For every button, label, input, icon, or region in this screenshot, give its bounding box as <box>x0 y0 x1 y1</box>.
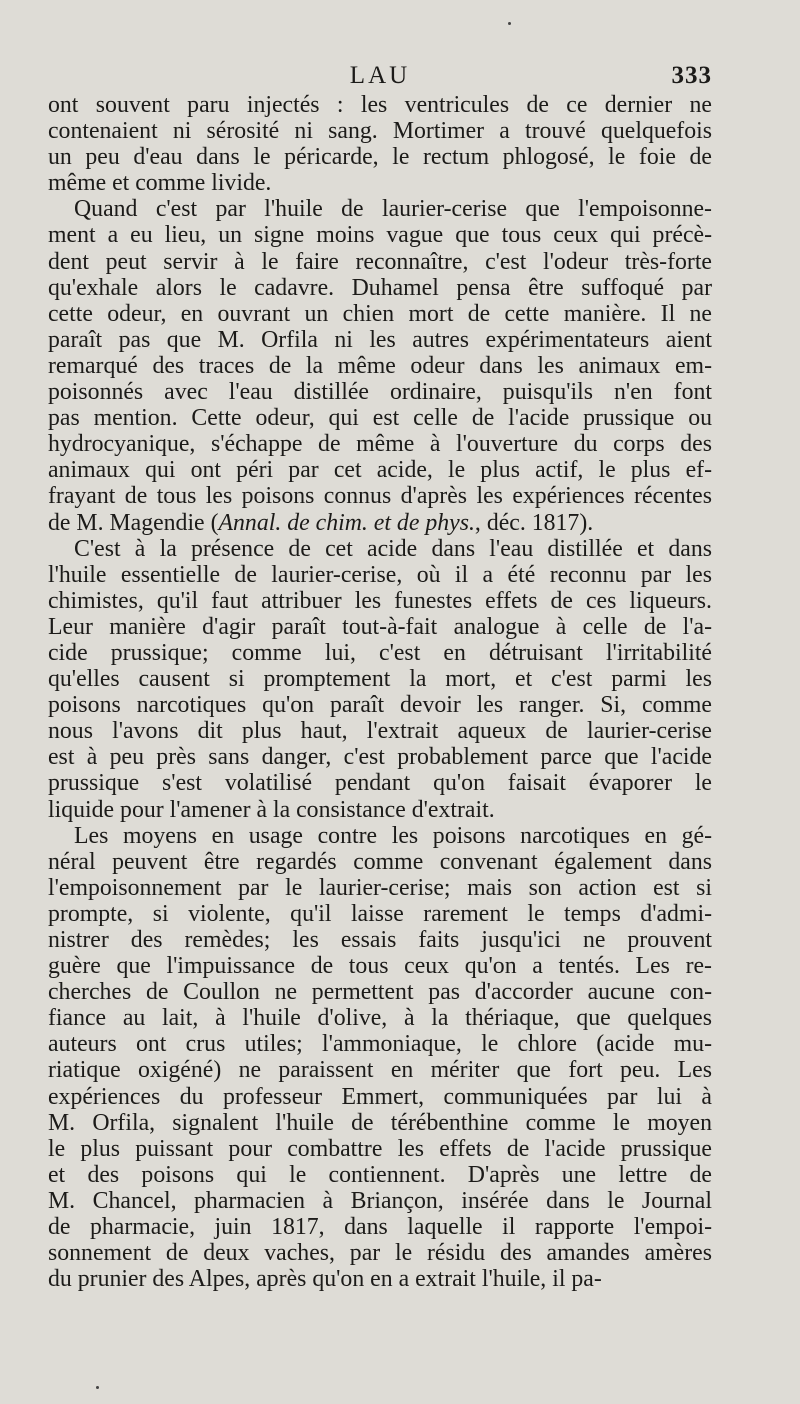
text-line: Leur manière d'agir paraît tout-à-fait analogue à celle de l'a- <box>48 613 712 640</box>
text-line: est à peu près sans danger, c'est probablement parce que l'acide <box>48 744 712 771</box>
text-line: Quand c'est par l'huile de laurier-cerise que l'empoisonne- <box>74 196 712 223</box>
text-line: ment a eu lieu, un signe moins vague que tous ceux qui précè- <box>48 222 712 249</box>
text-line: du prunier des Alpes, après qu'on en a extrait l'huile, il pa- <box>48 1266 602 1293</box>
text-line: paraît pas que M. Orfila ni les autres expérimentateurs aient <box>48 326 712 353</box>
text-line: nistrer des remèdes; les essais faits jusqu'ici ne prouvent <box>48 927 712 953</box>
text-line: M. Chancel, pharmacien à Briançon, insérée dans le Journal <box>48 1187 712 1214</box>
paragraph <box>48 196 712 535</box>
text-line: riatique oxigéné) ne paraissent en mériter que fort peu. Les <box>48 1057 712 1084</box>
text-line: de pharmacie, juin 1817, dans laquelle il rapporte l'empoi- <box>48 1214 712 1241</box>
text-line: poisonnés avec l'eau distillée ordinaire, puisqu'ils n'en font <box>48 379 712 406</box>
text-line: liquide pour l'amener à la consistance d'extrait. <box>48 796 495 823</box>
text-line: prussique s'est volatilisé pendant qu'on faisait évaporer le <box>48 770 712 797</box>
text-line: même et comme livide. <box>48 170 272 197</box>
page-number: 333 <box>671 62 712 89</box>
text-line: prompte, si violente, qu'il laisse rarement le temps d'admi- <box>48 900 712 927</box>
text-line: frayant de tous les poisons connus d'après les expériences récentes <box>48 483 712 510</box>
text-line: l'huile essentielle de laurier-cerise, où il a été reconnu par les <box>48 561 712 588</box>
body-text <box>48 92 712 1292</box>
text-line: guère que l'impuissance de tous ceux qu'on a tentés. Les re- <box>48 953 712 980</box>
journal-citation: Annal. de chim. et de phys. <box>218 509 475 536</box>
text-line: poisons narcotiques qu'on paraît devoir les ranger. Si, comme <box>48 692 712 719</box>
text-line: auteurs ont crus utiles; l'ammoniaque, le chlore (acide mu- <box>48 1031 712 1058</box>
text-line: fiance au lait, à l'huile d'olive, à la thériaque, que quelques <box>48 1005 712 1032</box>
text-line: et des poisons qui le contiennent. D'après une lettre de <box>48 1161 712 1188</box>
paragraph <box>48 823 712 1293</box>
text-line: cette odeur, en ouvrant un chien mort de cette manière. Il ne <box>48 300 712 327</box>
text-line: qu'exhale alors le cadavre. Duhamel pensa être suffoqué par <box>48 274 712 301</box>
text-line: expériences du professeur Emmert, communiquées par lui à <box>48 1083 712 1110</box>
text-line: animaux qui ont péri par cet acide, le plus actif, le plus ef- <box>48 457 712 484</box>
text-line: le plus puissant pour combattre les effets de l'acide prussique <box>48 1135 712 1162</box>
paper-speck <box>508 22 511 25</box>
text-line: ont souvent paru injectés : les ventricules de ce dernier ne <box>48 92 712 118</box>
text-line: M. Orfila, signalent l'huile de térébenthine comme le moyen <box>48 1109 712 1136</box>
paper-speck <box>96 1386 99 1389</box>
text-line: cherches de Coullon ne permettent pas d'accorder aucune con- <box>48 979 712 1006</box>
running-head: LAU <box>349 62 411 89</box>
text-line: pas mention. Cette odeur, qui est celle de l'acide prussique ou <box>48 405 712 432</box>
text-line: remarqué des traces de la même odeur dans les animaux em- <box>48 352 712 379</box>
text-line: Les moyens en usage contre les poisons narcotiques en gé- <box>74 822 712 849</box>
paragraph <box>48 92 712 196</box>
text-line: C'est à la présence de cet acide dans l'eau distillée et dans <box>74 535 712 562</box>
text-line: nous l'avons dit plus haut, l'extrait aqueux de laurier-cerise <box>48 718 712 745</box>
text-line: hydrocyanique, s'échappe de même à l'ouverture du corps des <box>48 431 712 458</box>
text-line: sonnement de deux vaches, par le résidu des amandes amères <box>48 1240 712 1267</box>
page-header <box>48 58 712 92</box>
paragraph <box>48 536 712 823</box>
text-line: contenaient ni sérosité ni sang. Mortimer a trouvé quelquefois <box>48 118 712 145</box>
text-line: chimistes, qu'il faut attribuer les funestes effets de ces liqueurs. <box>48 587 712 614</box>
text-line: cide prussique; comme lui, c'est en détruisant l'irritabilité <box>48 639 712 666</box>
text-line: qu'elles causent si promptement la mort, et c'est parmi les <box>48 666 712 693</box>
text-line: un peu d'eau dans le péricarde, le rectum phlogosé, le foie de <box>48 144 712 171</box>
text-line: néral peuvent être regardés comme convenant également dans <box>48 848 712 875</box>
text-line: l'empoisonnement par le laurier-cerise; mais son action est si <box>48 874 712 901</box>
text-line: de M. Magendie (Annal. de chim. et de phys., déc. 1817). <box>48 509 594 536</box>
text-line: dent peut servir à le faire reconnaître, c'est l'odeur très-forte <box>48 248 712 275</box>
